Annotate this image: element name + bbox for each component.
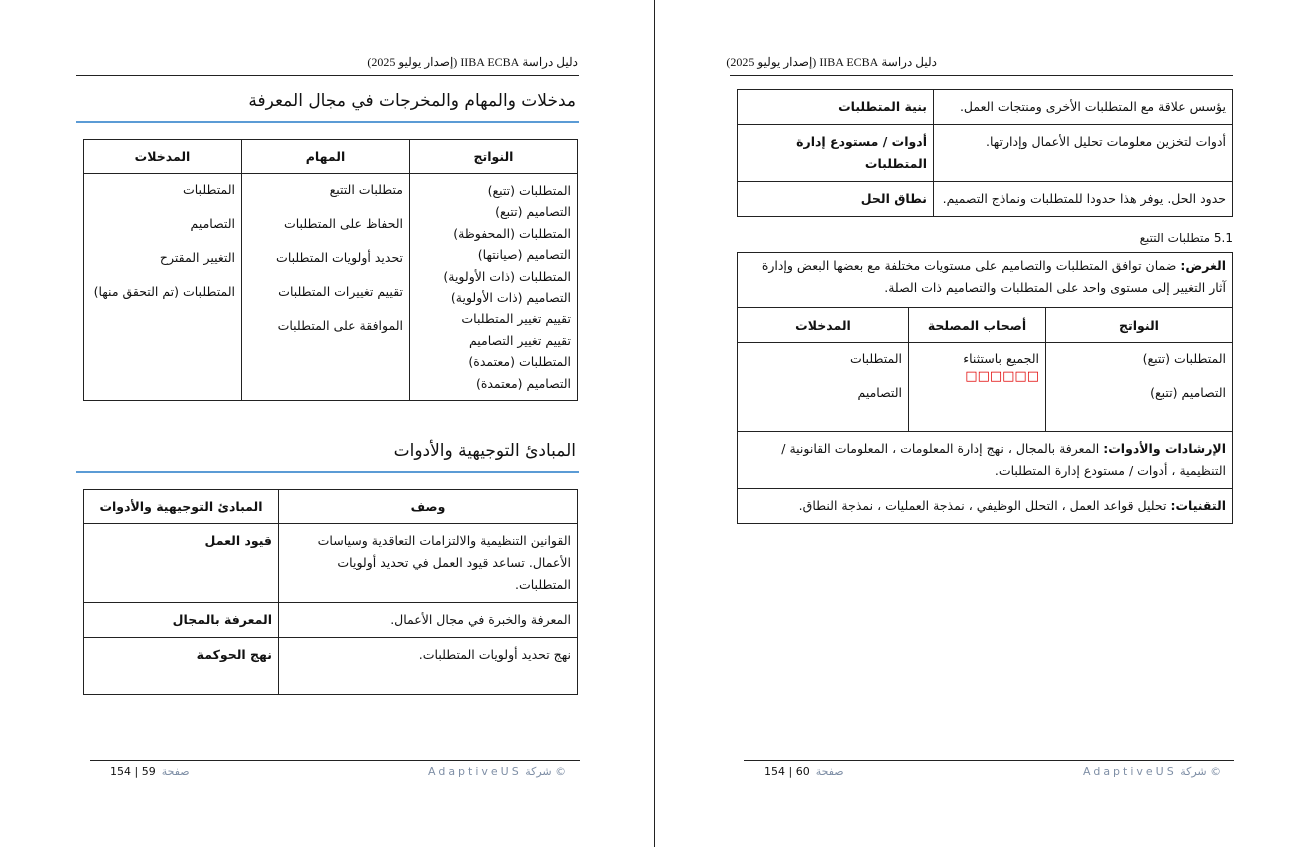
list-item: التصاميم <box>857 385 902 400</box>
list-item: تقييم تغيير التصاميم <box>468 332 571 348</box>
list-item: التصاميم (معتمدة) <box>475 375 571 391</box>
list-item: المتطلبات <box>182 182 235 197</box>
trace-header-outputs: النواتج <box>1046 308 1233 343</box>
list-item: التغيير المقترح <box>159 250 235 265</box>
ito-tasks-cell <box>242 174 410 401</box>
section-title-rule <box>76 471 579 473</box>
trace-outputs-cell <box>1046 343 1233 432</box>
stakeholders-text: الجميع باستثناء <box>963 351 1039 366</box>
list-item: المتطلبات (ذات الأولوية) <box>443 268 571 284</box>
list-item: المتطلبات <box>849 351 902 366</box>
page-60 <box>655 0 1310 847</box>
footer-rule <box>90 760 580 761</box>
page-word: صفحة <box>815 765 844 778</box>
footer-company: © شركة AdaptiveUS <box>1083 765 1222 778</box>
guideline-desc: حدود الحل. يوفر هذا حدودا للمتطلبات ونماذج التصميم. <box>934 182 1233 217</box>
section-title-rule <box>76 121 579 123</box>
header-rule <box>76 75 579 76</box>
page-word: صفحة <box>161 765 190 778</box>
trace-header-inputs: المدخلات <box>738 308 909 343</box>
trace-table <box>737 252 1233 524</box>
table-row <box>738 182 1233 217</box>
section-title-guidelines: المبادئ التوجيهية والأدوات <box>393 441 576 461</box>
ito-header-outputs: النواتج <box>410 140 578 174</box>
list-item: الحفاظ على المتطلبات <box>283 216 403 231</box>
header-rule <box>730 75 1233 76</box>
guideline-name: قيود العمل <box>84 524 279 603</box>
guideline-name: أدوات / مستودع إدارة المتطلبات <box>738 125 934 182</box>
guideline-name: المعرفة بالمجال <box>84 603 279 638</box>
table-row <box>738 90 1233 125</box>
ito-header-tasks: المهام <box>242 140 410 174</box>
subsection-title: 5.1 متطلبات التتبع <box>1139 231 1233 245</box>
list-item: التصاميم <box>190 216 235 231</box>
guidelines-text: المعرفة بالمجال ، نهج إدارة المعلومات ، المعلومات القانونية / التنظيمية ، أدوات / مستودع إدارة المتطلبات. <box>781 441 1226 478</box>
purpose-cell <box>738 253 1233 308</box>
table-row <box>738 125 1233 182</box>
list-item: تحديد أولويات المتطلبات <box>276 250 403 265</box>
section-title-ito: مدخلات والمهام والمخرجات في مجال المعرفة <box>248 91 576 111</box>
footer-rule <box>744 760 1234 761</box>
ito-inputs-cell <box>84 174 242 401</box>
guideline-desc: المعرفة والخبرة في مجال الأعمال. <box>279 603 578 638</box>
page-59 <box>0 0 654 847</box>
list-item: المتطلبات (تتبع) <box>1142 351 1226 366</box>
guideline-name: بنية المتطلبات <box>738 90 934 125</box>
table-row <box>84 524 578 603</box>
ito-outputs-cell <box>410 174 578 401</box>
guideline-name: نطاق الحل <box>738 182 934 217</box>
guidelines-header-desc: وصف <box>279 490 578 524</box>
guideline-desc: نهج تحديد أولويات المتطلبات. <box>279 638 578 695</box>
list-item: تقييم تغييرات المتطلبات <box>278 284 403 299</box>
guidelines-label: الإرشادات والأدوات: <box>1103 441 1226 456</box>
ito-header-inputs: المدخلات <box>84 140 242 174</box>
footer-company: © شركة AdaptiveUS <box>428 765 567 778</box>
techniques-text: تحليل قواعد العمل ، التحلل الوظيفي ، نمذجة العمليات ، نمذجة النطاق. <box>798 498 1167 513</box>
guidelines-cell <box>738 432 1233 489</box>
continued-guidelines-table <box>737 89 1233 217</box>
list-item: متطلبات التتبع <box>329 182 403 197</box>
running-header: دليل دراسة IIBA ECBA (إصدار يوليو 2025) <box>726 55 937 69</box>
list-item: التصاميم (صيانتها) <box>477 247 571 263</box>
list-item: المتطلبات (تتبع) <box>487 183 571 198</box>
list-item: المتطلبات (تم التحقق منها) <box>93 284 235 299</box>
list-item: التصاميم (تتبع) <box>495 204 571 220</box>
trace-header-stakeholders: أصحاب المصلحة <box>909 308 1046 343</box>
list-item: الموافقة على المتطلبات <box>277 318 403 333</box>
techniques-cell <box>738 489 1233 524</box>
list-item: التصاميم (تتبع) <box>1150 385 1226 400</box>
running-header: دليل دراسة IIBA ECBA (إصدار يوليو 2025) <box>367 55 578 69</box>
footer-page-number <box>764 765 844 778</box>
page-number: 154 | 60 <box>764 765 810 778</box>
techniques-label: التقنيات: <box>1170 498 1226 513</box>
list-item: المتطلبات (معتمدة) <box>468 354 571 370</box>
footer-page-number <box>110 765 190 778</box>
missing-glyph-boxes: □□□□□□ <box>965 369 1039 384</box>
trace-inputs-cell <box>738 343 909 432</box>
ito-table <box>83 139 578 401</box>
guideline-desc: يؤسس علاقة مع المتطلبات الأخرى ومنتجات العمل. <box>934 90 1233 125</box>
page-number: 154 | 59 <box>110 765 156 778</box>
table-row <box>84 603 578 638</box>
purpose-label: الغرض: <box>1180 258 1226 273</box>
guidelines-table <box>83 489 578 695</box>
table-row <box>84 638 578 695</box>
guidelines-header-name: المبادئ التوجيهية والأدوات <box>84 490 279 524</box>
guideline-name: نهج الحوكمة <box>84 638 279 695</box>
trace-stakeholders-cell <box>909 343 1046 432</box>
list-item: التصاميم (ذات الأولوية) <box>450 290 571 306</box>
guideline-desc: القوانين التنظيمية والالتزامات التعاقدية وسياسات الأعمال. تساعد قيود العمل في تحديد أولويات المتطلبات. <box>279 524 578 603</box>
list-item: المتطلبات (المحفوظة) <box>453 225 571 241</box>
guideline-desc: أدوات لتخزين معلومات تحليل الأعمال وإدارتها. <box>934 125 1233 182</box>
purpose-text: ضمان توافق المتطلبات والتصاميم على مستويات مختلفة مع بعضها البعض وإدارة آثار التغيير إلى مستوى واحد على المتطلبات والتصاميم ذات الصلة. <box>761 258 1226 295</box>
list-item: تقييم تغيير المتطلبات <box>461 311 571 327</box>
